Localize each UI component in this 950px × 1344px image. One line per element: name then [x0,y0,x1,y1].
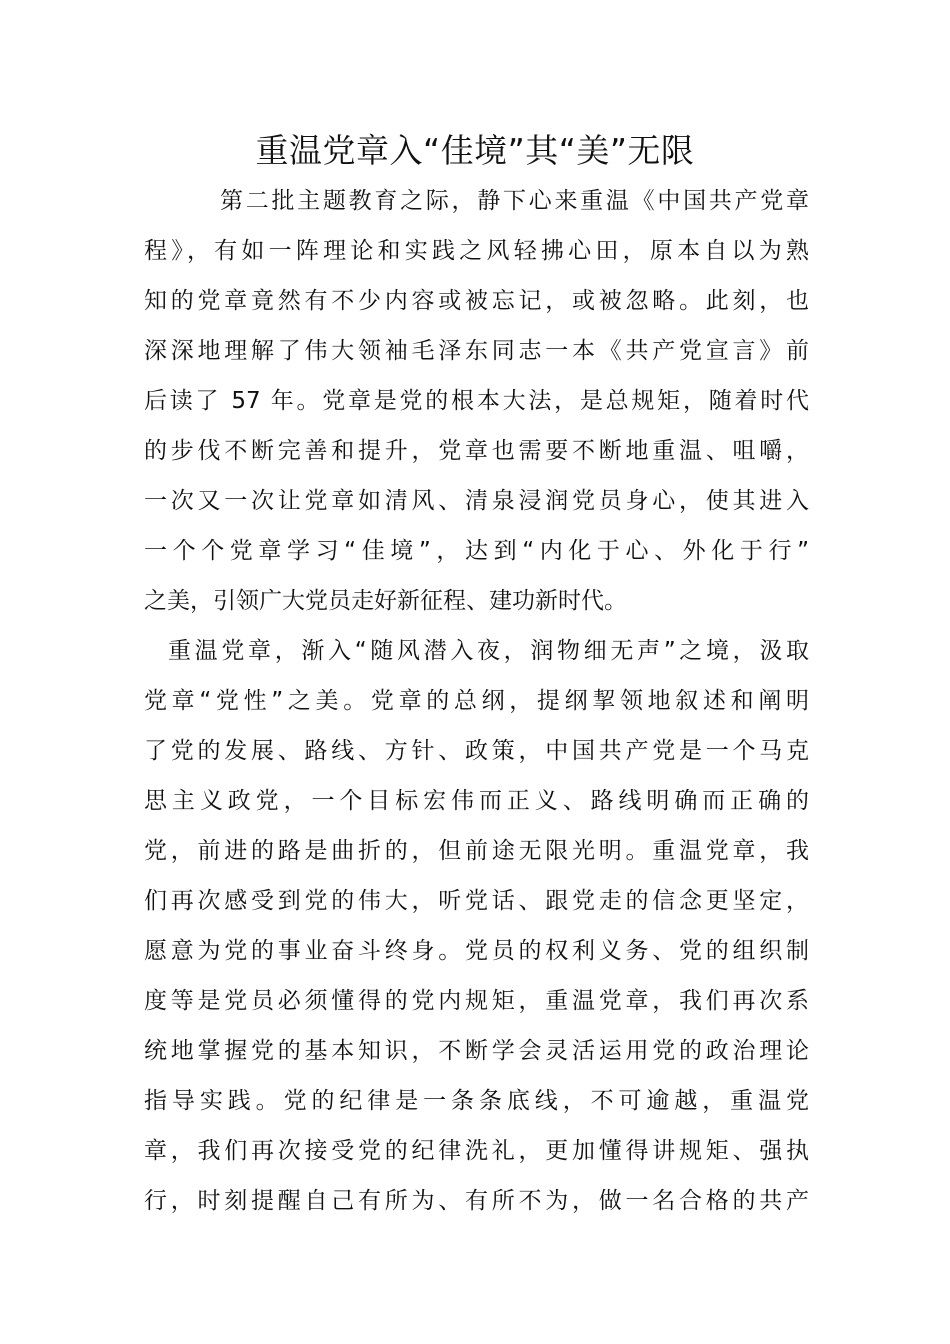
paragraph-line: 之美，引领广大党员走好新征程、建功新时代。 [144,588,627,614]
paragraph-line: 党章“党性”之美。党章的总纲，提纲挈领地叙述和阐明 [144,688,809,714]
paragraph-line: 党，前进的路是曲折的，但前途无限光明。重温党章，我 [144,838,809,864]
paragraph-line: 愿意为党的事业奋斗终身。党员的权利义务、党的组织制 [144,938,809,964]
paragraph-1 [144,176,809,626]
paragraph-line: 知的党章竟然有不少内容或被忘记，或被忽略。此刻，也 [144,288,809,314]
paragraph-line: 深深地理解了伟大领袖毛泽东同志一本《共产党宣言》前 [144,338,809,364]
paragraph-line: 重温党章，渐入“随风潜入夜，润物细无声”之境，汲取 [168,638,809,664]
paragraph-line: 指导实践。党的纪律是一条条底线，不可逾越，重温党 [144,1088,809,1114]
document-title: 重温党章入“佳境”其“美”无限 [255,131,695,170]
paragraph-line: 的步伐不断完善和提升，党章也需要不断地重温、咀嚼， [144,438,809,464]
paragraph-line: 了党的发展、路线、方针、政策，中国共产党是一个马克 [144,738,809,764]
paragraph-line: 思主义政党，一个目标宏伟而正义、路线明确而正确的 [144,788,809,814]
paragraph-line: 们再次感受到党的伟大，听党话、跟党走的信念更坚定， [144,888,809,914]
paragraph-line: 一个个党章学习“佳境”，达到“内化于心、外化于行” [144,538,809,564]
paragraph-line: 后读了 57 年。党章是党的根本大法，是总规矩，随着时代 [144,388,809,414]
paragraph-line: 行，时刻提醒自己有所为、有所不为，做一名合格的共产 [144,1188,809,1214]
paragraph-line: 第二批主题教育之际，静下心来重温《中国共产党章 [220,188,809,214]
paragraph-line: 章，我们再次接受党的纪律洗礼，更加懂得讲规矩、强执 [144,1138,809,1164]
paragraph-line: 度等是党员必须懂得的党内规矩，重温党章，我们再次系 [144,988,809,1014]
paragraph-line: 一次又一次让党章如清风、清泉浸润党员身心，使其进入 [144,488,809,514]
paragraph-line: 统地掌握党的基本知识，不断学会灵活运用党的政治理论 [144,1038,809,1064]
paragraph-2 [144,626,809,1226]
paragraph-line: 程》，有如一阵理论和实践之风轻拂心田，原本自以为熟 [144,238,809,264]
